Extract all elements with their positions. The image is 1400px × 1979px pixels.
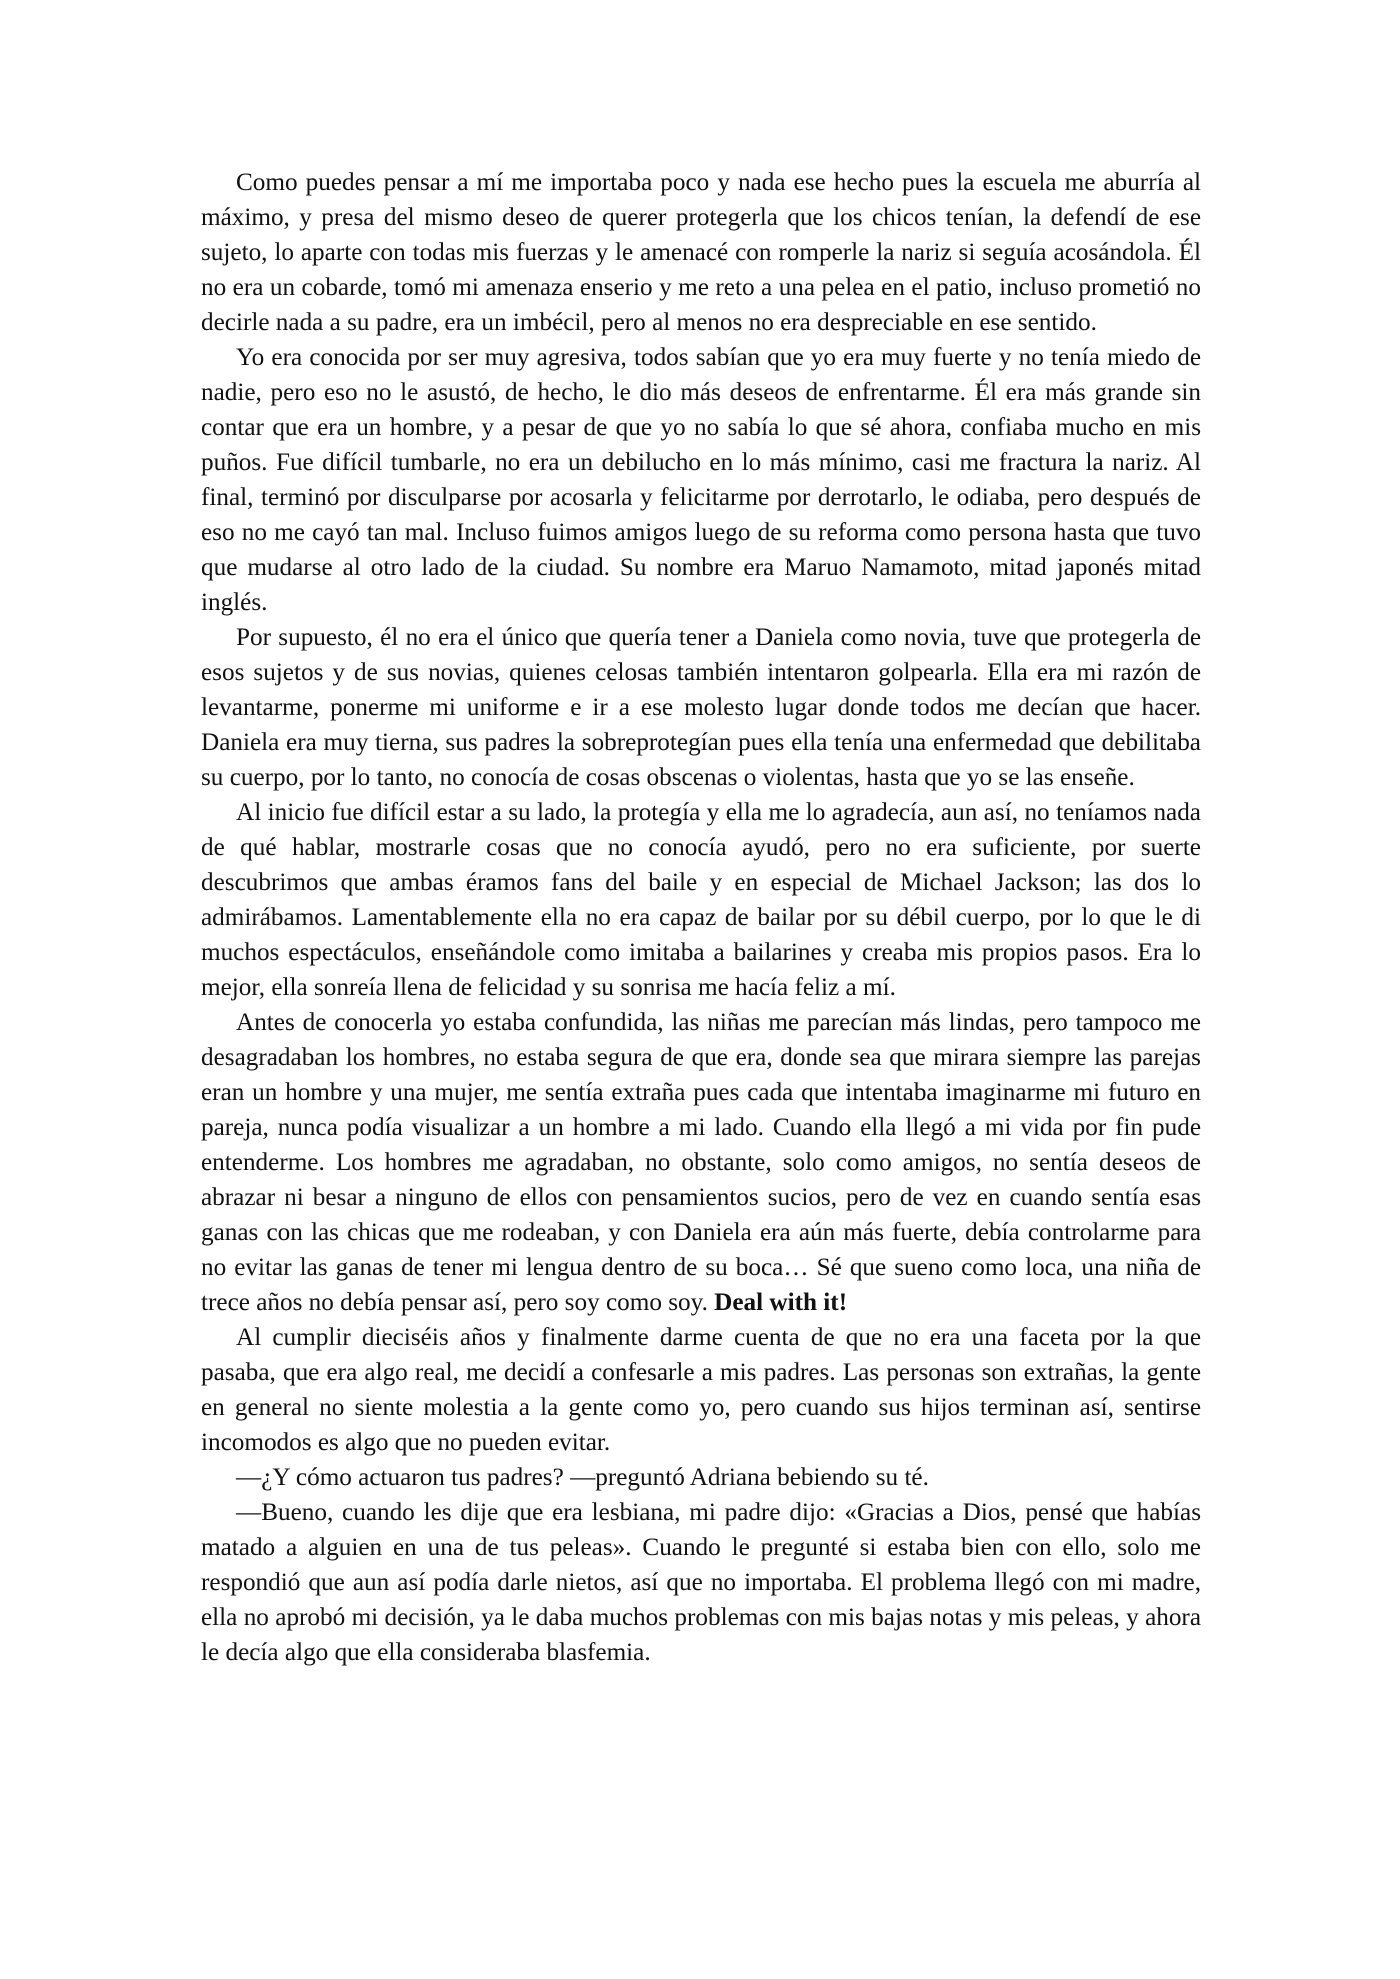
paragraph-5-text: Antes de conocerla yo estaba confundida, las niñas me parecían más lindas, pero tampoco me desagradaban los hombres, no estaba segura de que era, donde sea que mirara siempre las parejas eran un hombre y una mujer, me sentía extraña pues cada que intentaba imaginarme mi futuro en pareja, nunca podía visualizar a un hombre a mi lado. Cuando ella llegó a mi vida por fin pude entenderme. Los hombres me agradaban, no obstante, solo como amigos, no sentía deseos de abrazar ni besar a ninguno de ellos con pensamientos sucios, pero de vez en cuando sentía esas ganas con las chicas que me rodeaban, y con Daniela era aún más fuerte, debía controlarme para no evitar las ganas de tener mi lengua dentro de su boca… Sé que sueno como loca, una niña de trece años no debía pensar así, pero soy como soy. (201, 1009, 1201, 1316)
dialogue-line-1-text: —¿Y cómo actuaron tus padres? —preguntó Adriana bebiendo su té. (236, 1464, 929, 1491)
paragraph-5-bold-phrase: Deal with it! (714, 1289, 848, 1316)
paragraph-5 (201, 1005, 1201, 1320)
paragraph-2 (201, 340, 1201, 620)
dialogue-line-2 (201, 1495, 1201, 1670)
paragraph-4-text: Al inicio fue difícil estar a su lado, la protegía y ella me lo agradecía, aun así, no teníamos nada de qué hablar, mostrarle cosas que no conocía ayudó, pero no era suficiente, por suerte descubrimos que ambas éramos fans del baile y en especial de Michael Jackson; las dos lo admirábamos. Lamentablemente ella no era capaz de bailar por su débil cuerpo, por lo que le di muchos espectáculos, enseñándole como imitaba a bailarines y creaba mis propios pasos. Era lo mejor, ella sonreía llena de felicidad y su sonrisa me hacía feliz a mí. (201, 799, 1201, 1001)
page-body (201, 165, 1201, 1670)
paragraph-1 (201, 165, 1201, 340)
paragraph-3-text: Por supuesto, él no era el único que quería tener a Daniela como novia, tuve que protegerla de esos sujetos y de sus novias, quienes celosas también intentaron golpearla. Ella era mi razón de levantarme, ponerme mi uniforme e ir a ese molesto lugar donde todos me decían que hacer. Daniela era muy tierna, sus padres la sobreprotegían pues ella tenía una enfermedad que debilitaba su cuerpo, por lo tanto, no conocía de cosas obscenas o violentas, hasta que yo se las enseñe. (201, 624, 1201, 791)
dialogue-line-2-text: —Bueno, cuando les dije que era lesbiana, mi padre dijo: «Gracias a Dios, pensé que habías matado a alguien en una de tus peleas». Cuando le pregunté si estaba bien con ello, solo me respondió que aun así podía darle nietos, así que no importaba. El problema llegó con mi madre, ella no aprobó mi decisión, ya le daba muchos problemas con mis bajas notas y mis peleas, y ahora le decía algo que ella consideraba blasfemia. (201, 1499, 1201, 1666)
paragraph-3 (201, 620, 1201, 795)
paragraph-4 (201, 795, 1201, 1005)
paragraph-2-text: Yo era conocida por ser muy agresiva, todos sabían que yo era muy fuerte y no tenía miedo de nadie, pero eso no le asustó, de hecho, le dio más deseos de enfrentarme. Él era más grande sin contar que era un hombre, y a pesar de que yo no sabía lo que sé ahora, confiaba mucho en mis puños. Fue difícil tumbarle, no era un debilucho en lo más mínimo, casi me fractura la nariz. Al final, terminó por disculparse por acosarla y felicitarme por derrotarlo, le odiaba, pero después de eso no me cayó tan mal. Incluso fuimos amigos luego de su reforma como persona hasta que tuvo que mudarse al otro lado de la ciudad. Su nombre era Maruo Namamoto, mitad japonés mitad inglés. (201, 344, 1201, 616)
paragraph-1-text: Como puedes pensar a mí me importaba poco y nada ese hecho pues la escuela me aburría al máximo, y presa del mismo deseo de querer protegerla que los chicos tenían, la defendí de ese sujeto, lo aparte con todas mis fuerzas y le amenacé con romperle la nariz si seguía acosándola. Él no era un cobarde, tomó mi amenaza enserio y me reto a una pelea en el patio, incluso prometió no decirle nada a su padre, era un imbécil, pero al menos no era despreciable en ese sentido. (201, 169, 1201, 336)
paragraph-6 (201, 1320, 1201, 1460)
dialogue-line-1 (201, 1460, 1201, 1495)
paragraph-6-text: Al cumplir dieciséis años y finalmente darme cuenta de que no era una faceta por la que pasaba, que era algo real, me decidí a confesarle a mis padres. Las personas son extrañas, la gente en general no siente molestia a la gente como yo, pero cuando sus hijos terminan así, sentirse incomodos es algo que no pueden evitar. (201, 1324, 1201, 1456)
